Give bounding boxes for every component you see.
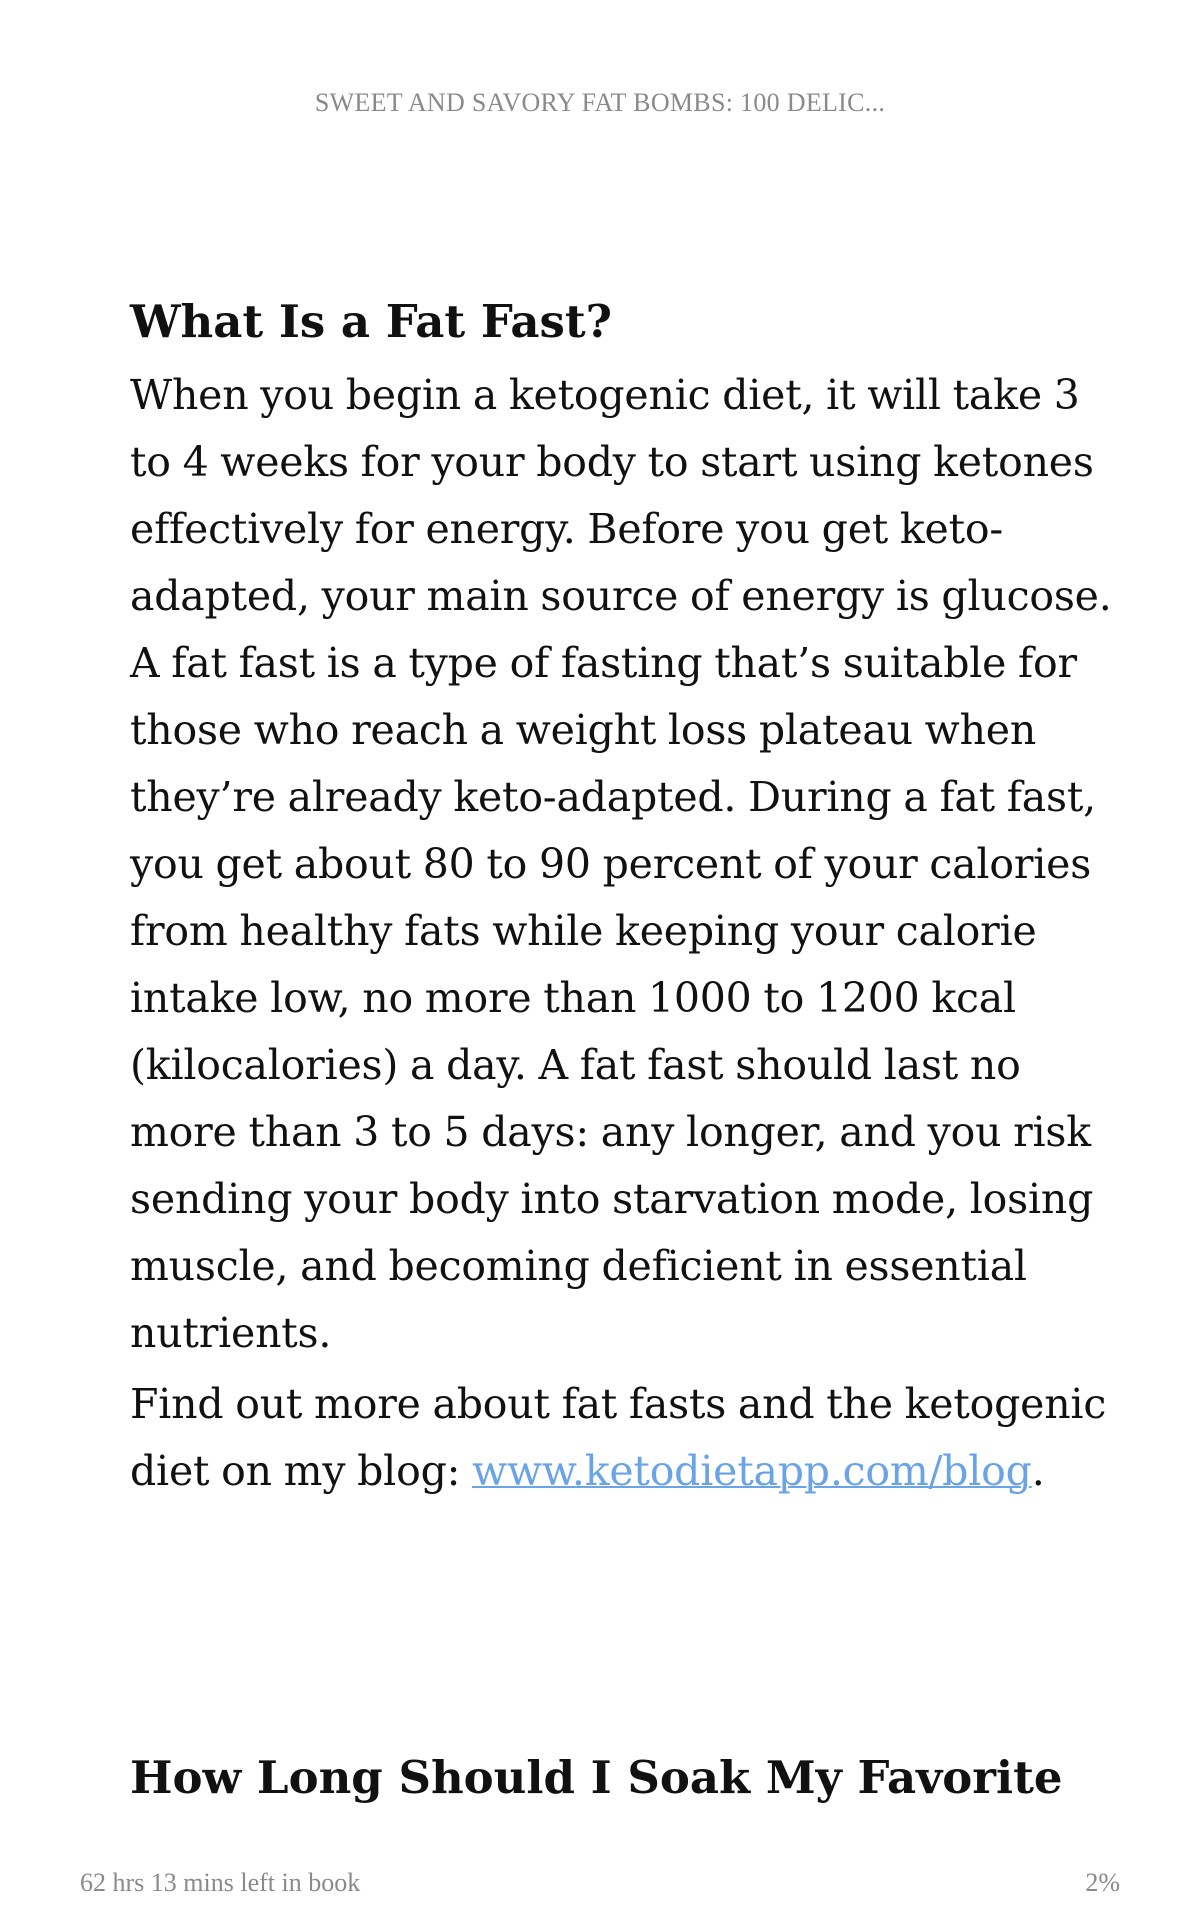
- body-paragraph-blog: [130, 1371, 1130, 1505]
- body-paragraph: When you begin a ketogenic diet, it will take 3 to 4 weeks for your body to start using ketones effectively for energy. Before you get keto-adapted, your main source of energy is glucose. A fat fast is a type of fasting that’s suitable for those who reach a weight loss plateau when they’re already keto-adapted. During a fat fast, you get about 80 to 90 percent of your calories from healthy fats while keeping your calorie intake low, no more than 1000 to 1200 kcal (kilocalories) a day. A fat fast should last no more than 3 to 5 days: any longer, and you risk sending your body into starvation mode, losing muscle, and becoming deficient in essential nutrients.: [130, 371, 1112, 1357]
- next-section-heading: How Long Should I Soak My Favorite: [130, 1751, 1063, 1804]
- blog-paragraph-suffix: .: [1031, 1447, 1045, 1495]
- blog-link[interactable]: www.ketodietapp.com/blog: [472, 1447, 1032, 1495]
- reading-progress-percent: 2%: [1085, 1868, 1120, 1897]
- blog-paragraph-prefix: Find out more about fat fasts and the ketogenic diet on my blog:: [130, 1380, 1107, 1495]
- reading-content: [130, 292, 1130, 1509]
- section-heading: What Is a Fat Fast?: [130, 295, 612, 348]
- time-left-label: 62 hrs 13 mins left in book: [80, 1868, 361, 1897]
- reader-footer: [0, 1860, 1200, 1920]
- book-title-header: SWEET AND SAVORY FAT BOMBS: 100 DELIC...: [314, 88, 886, 117]
